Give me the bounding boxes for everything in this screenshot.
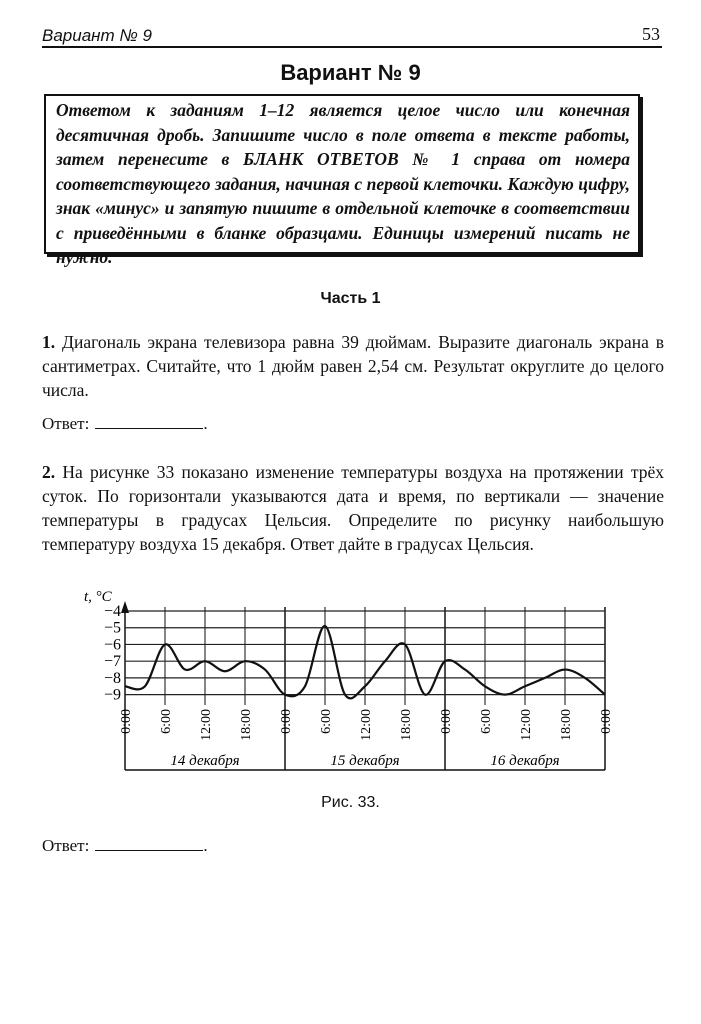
chart-axes <box>121 601 605 770</box>
y-tick-label: −6 <box>103 636 121 654</box>
x-tick-label: 0:00 <box>119 709 134 734</box>
day-label: 15 декабря <box>330 753 400 769</box>
y-tick-label: −8 <box>103 669 121 687</box>
task-2 <box>42 460 664 556</box>
x-tick-label: 6:00 <box>319 709 334 734</box>
day-labels <box>170 753 559 769</box>
task-1-answer-field[interactable] <box>95 414 203 429</box>
part-title: Часть 1 <box>320 290 381 307</box>
task-2-text: На рисунке 33 показано изменение температуры воздуха на протяжении трёх суток. По горизонтали указываются дата и время, по вертикали — значение температуры в градусах Цельсия. Определите по рисунку наибольшую температуру воздуха 15 декабря. Ответ дайте в градусах Цельсия. <box>42 462 665 554</box>
x-tick-label: 0:00 <box>279 709 294 734</box>
temperature-chart <box>70 585 630 785</box>
instructions-box: Ответом к заданиям 1–12 является целое число или конечная десятичная дробь. Запишите число в поле ответа в тексте работы, затем перенесите в БЛАНК ОТВЕТОВ № 1 справа от номера соответствующего задания, начиная с первой клеточки. Каждую цифру, знак «минус» и запятую пишите в отдельной клеточке в соответствии с приведёнными в бланке образцами. Единицы измерений писать не нужно. <box>44 94 640 254</box>
task-1-number: 1. <box>42 332 56 352</box>
x-tick-label: 6:00 <box>479 709 494 734</box>
chart-grid <box>125 607 605 770</box>
x-tick-label: 0:00 <box>439 709 454 734</box>
x-tick-label: 0:00 <box>599 709 614 734</box>
x-tick-label: 18:00 <box>239 709 254 741</box>
day-label: 14 декабря <box>170 753 240 769</box>
task-1-text: Диагональ экрана телевизора равна 39 дюймам. Выразите диагональ экрана в сантиметрах. Считайте, что 1 дюйм равен 2,54 см. Результат округлите до целого числа. <box>42 332 664 400</box>
task-2-answer-field[interactable] <box>95 836 203 851</box>
x-tick-label: 18:00 <box>399 709 414 741</box>
x-tick-label: 6:00 <box>159 709 174 734</box>
y-tick-labels <box>104 603 121 704</box>
task-2-answer-label: Ответ: <box>42 836 90 855</box>
page-number: 53 <box>642 24 660 44</box>
y-axis-label: t, °C <box>84 589 112 605</box>
y-axis-arrow <box>121 601 129 613</box>
x-tick-label: 18:00 <box>559 709 574 741</box>
x-tick-label: 12:00 <box>359 709 374 741</box>
x-tick-label: 12:00 <box>199 709 214 741</box>
task-1-answer-label: Ответ: <box>42 414 90 433</box>
task-2-number: 2. <box>42 462 56 482</box>
y-tick-label: −9 <box>103 686 121 704</box>
x-tick-labels <box>119 709 614 741</box>
task-1-answer: Ответ: . <box>42 414 208 433</box>
running-title: Вариант № 9 <box>42 26 152 45</box>
y-tick-label: −4 <box>103 603 121 620</box>
running-header <box>42 24 662 48</box>
figure-caption: Рис. 33. <box>321 794 380 811</box>
y-tick-label: −7 <box>103 653 121 671</box>
task-2-answer: Ответ: . <box>42 836 208 855</box>
task-1 <box>42 330 664 402</box>
day-label: 16 декабря <box>490 753 560 769</box>
y-tick-label: −5 <box>103 619 121 637</box>
page-title: Вариант № 9 <box>280 60 421 85</box>
x-tick-label: 12:00 <box>519 709 534 741</box>
